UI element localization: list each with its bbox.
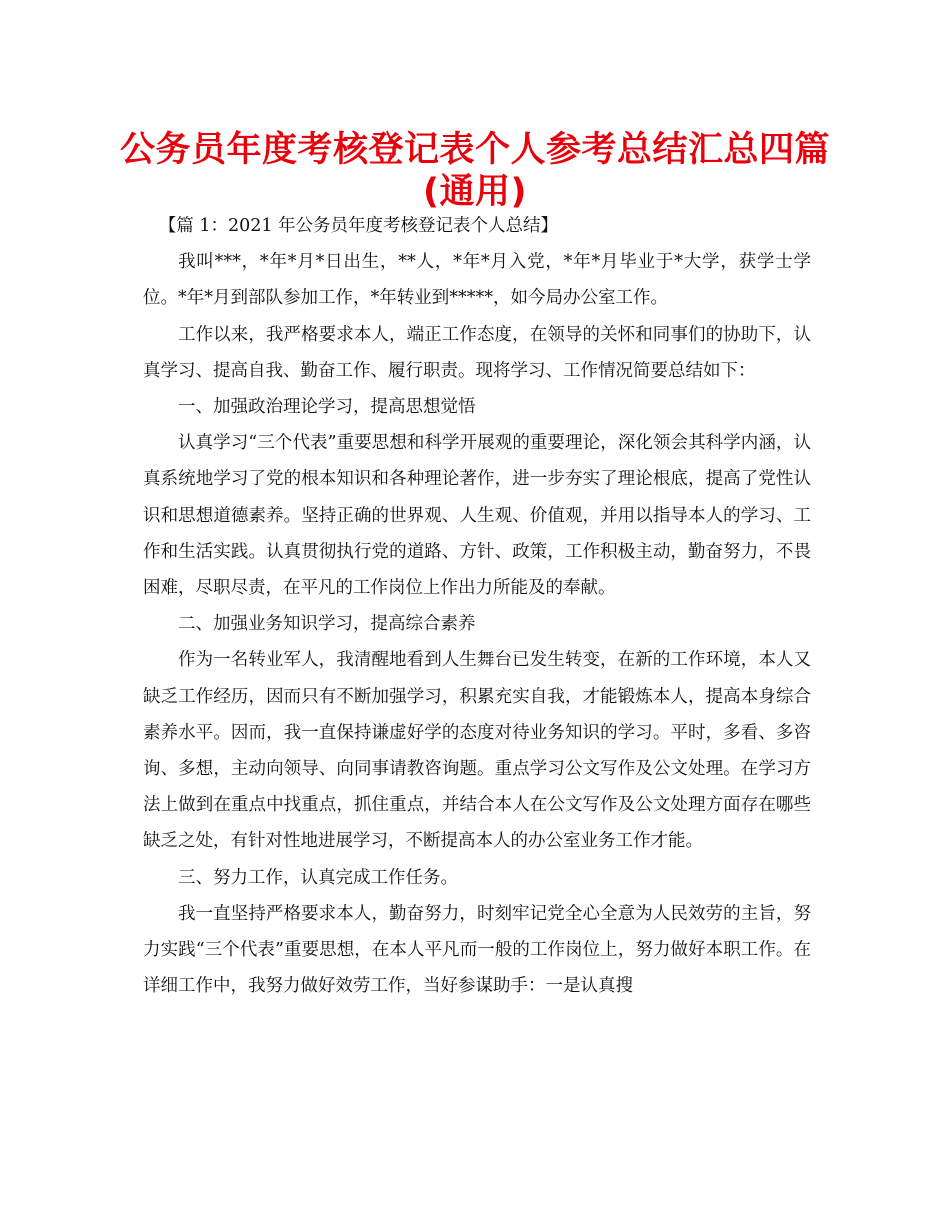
document-title-line-1: 公务员年度考核登记表个人参考总结汇总四篇 — [119, 130, 830, 170]
subheading: 一、加强政治理论学习，提高思想觉悟 — [178, 397, 476, 418]
paragraph: 作为一名转业军人，我清醒地看到人生舞台已发生转变，在新的工作环境，本人又缺乏工作经历，因而只有不断加强学习，积累充实自我，才能锻炼本人，提高本身综合素养水平。因而，我一直保持谦虚好学的态度对待业务知识的学习。平时，多看、多咨询、多想，主动向领导、向同事请教咨询题。重点学习公文写作及公文处理。在学习方法上做到在重点中找重点，抓住重点，并结合本人在公文写作及公文处理方面存在哪些缺乏之处，有针对性地进展学习，不断提高本人的办公室业务工作才能。 — [143, 650, 811, 852]
document-body — [143, 208, 811, 1004]
document-title-line-2: (通用) — [423, 172, 527, 212]
paragraph: 我一直坚持严格要求本人，勤奋努力，时刻牢记党全心全意为人民效劳的主旨，努力实践“三个代表”重要思想，在本人平凡而一般的工作岗位上，努力做好本职工作。在详细工作中，我努力做好效劳工作，当好参谋助手：一是认真搜 — [143, 903, 811, 997]
subheading: 三、努力工作，认真完成工作任务。 — [178, 867, 458, 888]
section-heading: 【篇 1：2021 年公务员年度考核登记表个人总结】 — [158, 216, 559, 236]
subheading: 二、加强业务知识学习，提高综合素养 — [178, 614, 476, 635]
paragraph: 工作以来，我严格要求本人，端正工作态度，在领导的关怀和同事们的协助下，认真学习、提高自我、勤奋工作、履行职责。现将学习、工作情况简要总结如下： — [143, 324, 811, 381]
paragraph: 我叫***，*年*月*日出生，**人，*年*月入党，*年*月毕业于*大学，获学士学位。*年*月到部队参加工作，*年转业到*****，如今局办公室工作。 — [143, 252, 811, 309]
paragraph: 认真学习“三个代表”重要思想和科学开展观的重要理论，深化领会其科学内涵，认真系统地学习了党的根本知识和各种理论著作，进一步夯实了理论根底，提高了党性认识和思想道德素养。坚持正确的世界观、人生观、价值观，并用以指导本人的学习、工作和生活实践。认真贯彻执行党的道路、方针、政策，工作积极主动，勤奋努力，不畏困难，尽职尽责，在平凡的工作岗位上作出力所能及的奉献。 — [143, 433, 811, 599]
